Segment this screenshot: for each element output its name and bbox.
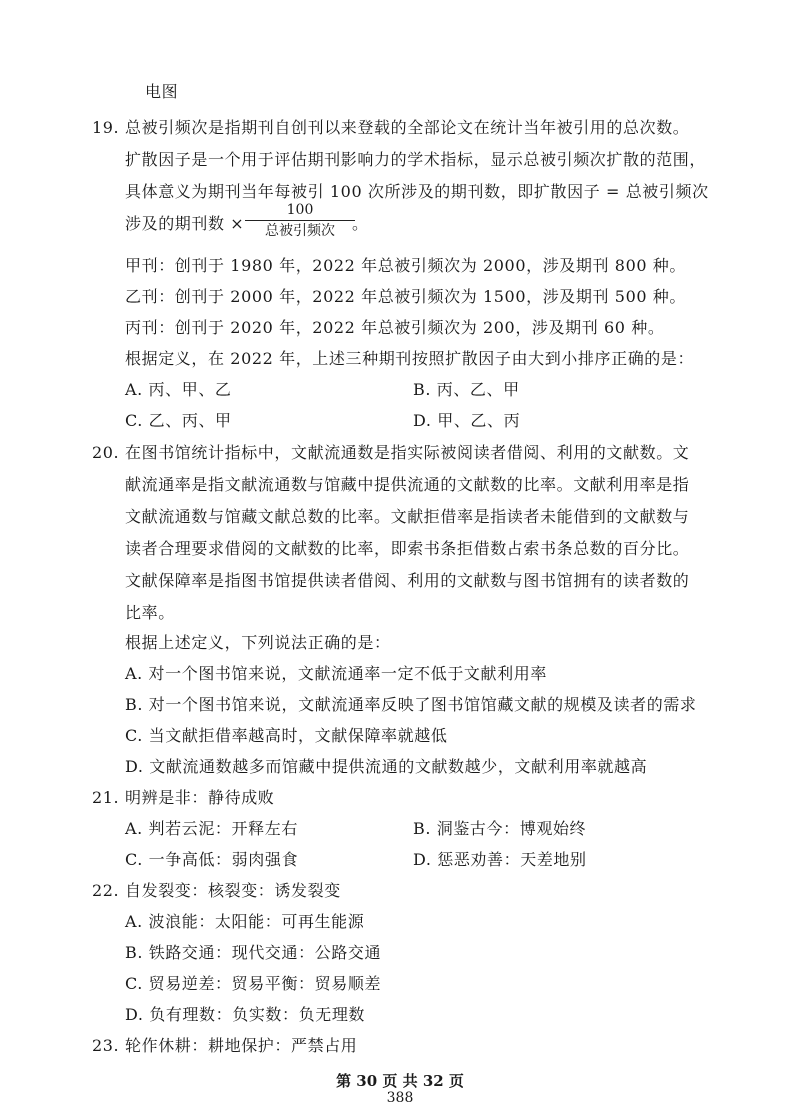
carryover-text: 电图	[145, 82, 179, 101]
question-number: 19.	[92, 118, 120, 137]
option-b[interactable]: B. 铁路交通：现代交通：公路交通	[125, 943, 382, 962]
fact-line: 乙刊：创刊于 2000 年，2022 年总被引频次为 1500，涉及期刊 500 种。	[125, 287, 687, 306]
option-c[interactable]: C. 当文献拒借率越高时，文献保障率就越低	[125, 726, 448, 745]
definition-line: 在图书馆统计指标中，文献流通数是指实际被阅读者借阅、利用的文献数。文	[125, 443, 690, 462]
option-c[interactable]: C. 一争高低：弱肉强食	[125, 850, 299, 869]
question-stem: 明辨是非：静待成败	[125, 788, 275, 807]
question-text: 根据上述定义，下列说法正确的是：	[125, 633, 391, 652]
fraction-bar	[245, 220, 355, 221]
question-number: 22.	[92, 881, 120, 900]
option-d[interactable]: D. 负有理数：负实数：负无理数	[125, 1005, 366, 1024]
definition-line: 比率。	[125, 603, 175, 622]
option-b[interactable]: B. 对一个图书馆来说，文献流通率反映了图书馆馆藏文献的规模及读者的需求	[125, 695, 697, 714]
definition-line: 总被引频次是指期刊自创刊以来登载的全部论文在统计当年被引用的总次数。	[125, 118, 690, 137]
fact-line: 甲刊：创刊于 1980 年，2022 年总被引频次为 2000，涉及期刊 800 种。	[125, 256, 687, 275]
definition-line: 读者合理要求借阅的文献数的比率，即索书条拒借数占索书条总数的百分比。	[125, 539, 690, 558]
definition-line: 献流通率是指文献流通数与馆藏中提供流通的文献数的比率。文献利用率是指	[125, 475, 690, 494]
option-b[interactable]: B. 洞鉴古今：博观始终	[413, 819, 587, 838]
option-d[interactable]: D. 甲、乙、丙	[413, 411, 521, 430]
page-info: 第 30 页 共 32 页	[336, 1072, 464, 1090]
question-number: 23.	[92, 1036, 120, 1055]
option-a[interactable]: A. 丙、甲、乙	[125, 380, 232, 399]
definition-line: 文献保障率是指图书馆提供读者借阅、利用的文献数与图书馆拥有的读者数的	[125, 571, 690, 590]
option-b[interactable]: B. 丙、乙、甲	[413, 380, 520, 399]
question-stem: 自发裂变：核裂变：诱发裂变	[125, 881, 341, 900]
question-number: 21.	[92, 788, 120, 807]
page-number: 388	[386, 1090, 414, 1106]
option-a[interactable]: A. 对一个图书馆来说，文献流通率一定不低于文献利用率	[125, 664, 547, 683]
option-c[interactable]: C. 乙、丙、甲	[125, 411, 232, 430]
formula-prefix: 涉及的期刊数 ×	[125, 214, 245, 233]
question-text: 根据定义，在 2022 年，上述三种期刊按照扩散因子由大到小排序正确的是：	[125, 349, 695, 368]
formula-suffix: 。	[352, 214, 369, 233]
formula-fraction	[245, 201, 355, 240]
option-d[interactable]: D. 惩恶劝善：天差地别	[413, 850, 587, 869]
definition-line: 文献流通数与馆藏文献总数的比率。文献拒借率是指读者未能借到的文献数与	[125, 507, 690, 526]
option-d[interactable]: D. 文献流通数越多而馆藏中提供流通的文献数越少，文献利用率就越高	[125, 757, 648, 776]
question-number: 20.	[92, 443, 120, 462]
option-a[interactable]: A. 判若云泥：开释左右	[125, 819, 298, 838]
definition-line: 具体意义为期刊当年每被引 100 次所涉及的期刊数，即扩散因子 = 总被引频次	[125, 182, 709, 201]
definition-line: 扩散因子是一个用于评估期刊影响力的学术指标，显示总被引频次扩散的范围，	[125, 150, 707, 169]
option-c[interactable]: C. 贸易逆差：贸易平衡：贸易顺差	[125, 974, 382, 993]
fraction-numerator: 100	[286, 202, 314, 218]
fraction-denominator: 总被引频次	[265, 223, 335, 239]
fact-line: 丙刊：创刊于 2020 年，2022 年总被引频次为 200，涉及期刊 60 种。	[125, 318, 665, 337]
question-stem: 轮作休耕：耕地保护：严禁占用	[125, 1036, 358, 1055]
option-a[interactable]: A. 波浪能：太阳能：可再生能源	[125, 912, 365, 931]
